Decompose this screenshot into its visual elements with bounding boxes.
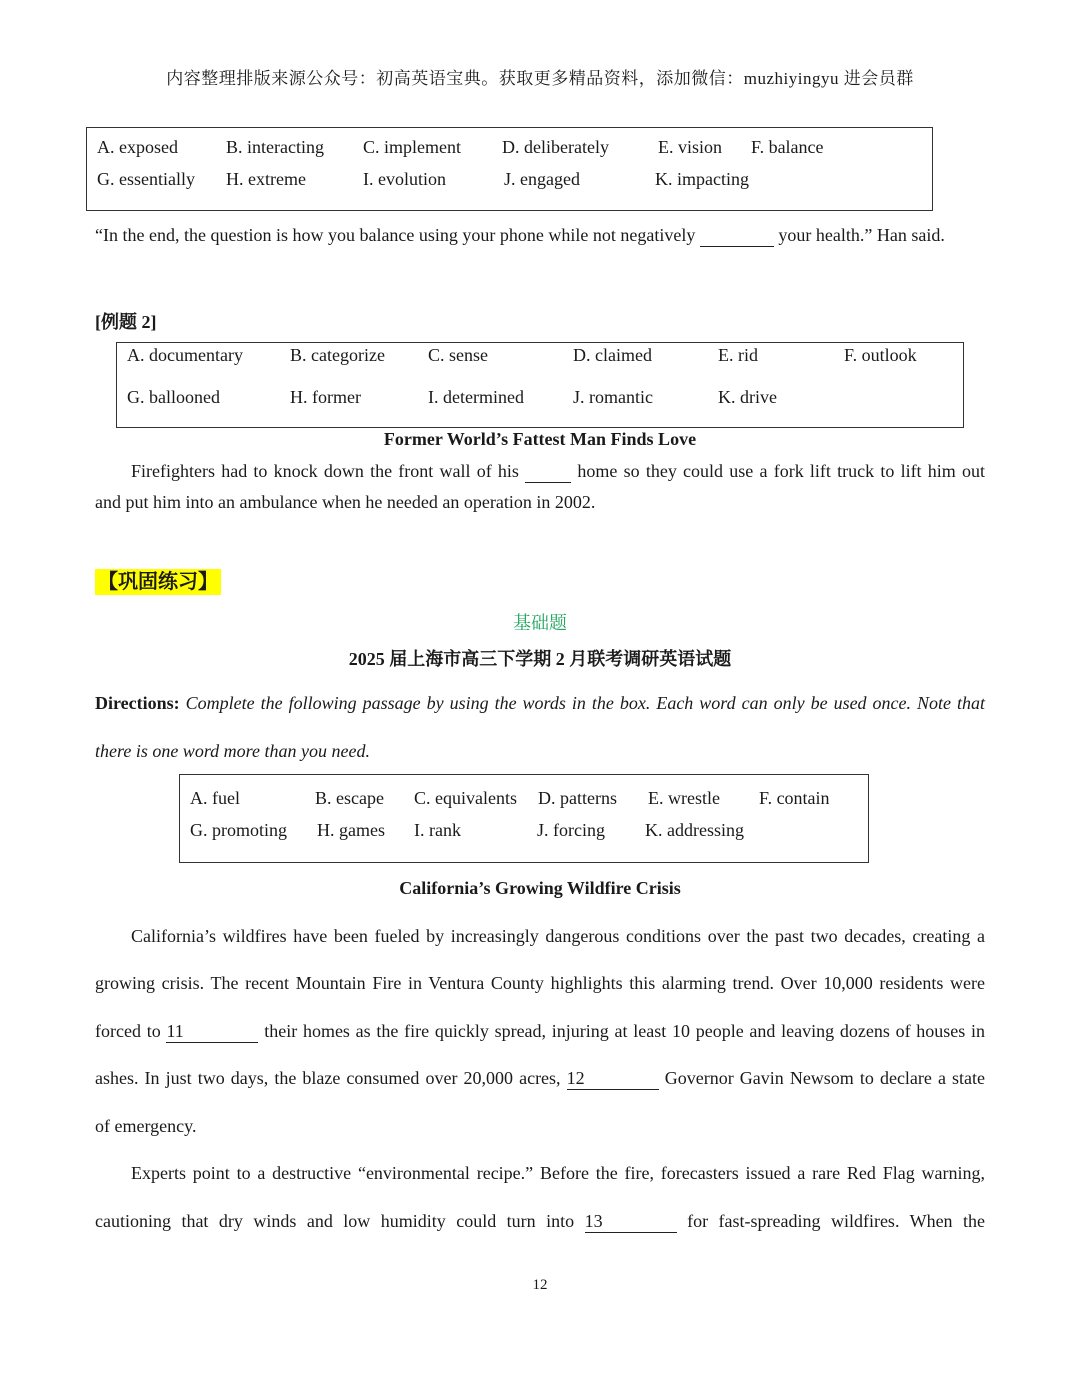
section-tag xyxy=(95,565,221,594)
word-option: E. wrestle xyxy=(648,788,720,808)
directions-line: there is one word more than you need. xyxy=(95,741,370,761)
text-segment: Firefighters had to knock down the front wall of his xyxy=(131,461,519,481)
answer-blank[interactable] xyxy=(700,225,774,247)
word-option: G. promoting xyxy=(190,820,287,840)
quote-after: your health.” Han said. xyxy=(778,225,945,245)
passage-title: California’s Growing Wildfire Crisis xyxy=(399,878,681,898)
word-box-2 xyxy=(116,342,964,428)
word-option: A. documentary xyxy=(127,345,243,365)
page-number: 12 xyxy=(532,1277,548,1293)
text-segment: Governor Gavin Newsom to declare a state xyxy=(664,1068,986,1088)
word-option: I. determined xyxy=(428,387,524,407)
exam-title: 2025 届上海市高三下学期 2 月联考调研英语试题 xyxy=(348,649,732,669)
word-option: K. addressing xyxy=(645,820,744,840)
word-option: F. balance xyxy=(751,137,824,157)
text-segment: ashes. In just two days, the blaze consumed over 20,000 acres, xyxy=(95,1068,561,1088)
section-tag-label: 【巩固练习】 xyxy=(95,569,221,595)
text-segment: for fast-spreading wildfires. When the xyxy=(687,1211,986,1231)
word-option: A. exposed xyxy=(97,137,178,157)
word-option: C. equivalents xyxy=(414,788,517,808)
word-option: C. implement xyxy=(363,137,461,157)
word-option: D. deliberately xyxy=(502,137,609,157)
word-option: D. patterns xyxy=(538,788,617,808)
text-segment: their homes as the fire quickly spread, injuring at least 10 people and leaving dozens of houses in xyxy=(264,1021,986,1041)
header-note: 内容整理排版来源公众号：初高英语宝典。获取更多精品资料，添加微信：muzhiyingyu 进会员群 xyxy=(166,69,914,88)
word-option: E. rid xyxy=(718,345,758,365)
word-option: J. romantic xyxy=(573,387,653,407)
word-option: H. extreme xyxy=(226,169,306,189)
word-option: H. former xyxy=(290,387,361,407)
text-segment: forced to xyxy=(95,1021,161,1041)
example-para-line xyxy=(131,461,985,483)
word-option: K. drive xyxy=(718,387,777,407)
text-segment: home so they could use a fork lift truck to lift him out xyxy=(577,461,986,481)
word-box-1 xyxy=(86,127,933,211)
word-box-3 xyxy=(179,774,869,863)
directions-text: Complete the following passage by using the words in the box. Each word can only be used once. Note that xyxy=(185,693,985,713)
word-option: A. fuel xyxy=(190,788,240,808)
word-option: F. outlook xyxy=(844,345,917,365)
word-option: K. impacting xyxy=(655,169,749,189)
answer-blank-12[interactable]: 12 xyxy=(567,1068,659,1090)
word-option: B. escape xyxy=(315,788,384,808)
answer-blank-13[interactable]: 13 xyxy=(585,1211,677,1233)
passage-line xyxy=(95,1068,985,1090)
example-title: Former World’s Fattest Man Finds Love xyxy=(383,429,697,449)
word-option: F. contain xyxy=(759,788,830,808)
word-option: H. games xyxy=(317,820,385,840)
passage-line: Experts point to a destructive “environmental recipe.” Before the fire, forecasters issued a rare Red Flag warning, xyxy=(131,1163,985,1183)
quote-before: “In the end, the question is how you balance using your phone while not negatively xyxy=(95,225,696,245)
word-option: J. forcing xyxy=(537,820,605,840)
word-option: J. engaged xyxy=(504,169,580,189)
passage-line xyxy=(95,1211,985,1233)
word-option: I. evolution xyxy=(363,169,446,189)
passage-line: of emergency. xyxy=(95,1116,197,1136)
passage-line xyxy=(95,1021,985,1043)
word-option: G. essentially xyxy=(97,169,195,189)
answer-blank[interactable] xyxy=(525,461,571,483)
word-option: B. interacting xyxy=(226,137,324,157)
word-option: G. ballooned xyxy=(127,387,220,407)
passage-line: California’s wildfires have been fueled by increasingly dangerous conditions over the past two decades, creating a xyxy=(131,926,985,946)
word-option: B. categorize xyxy=(290,345,385,365)
answer-blank-11[interactable]: 11 xyxy=(166,1021,258,1043)
directions-label: Directions: xyxy=(95,693,180,713)
quote-line xyxy=(95,225,945,247)
example-para-line: and put him into an ambulance when he needed an operation in 2002. xyxy=(95,492,596,512)
passage-line: growing crisis. The recent Mountain Fire in Ventura County highlights this alarming trend. Over 10,000 residents were xyxy=(95,973,985,993)
word-option: E. vision xyxy=(658,137,723,157)
word-option: D. claimed xyxy=(573,345,652,365)
text-segment: cautioning that dry winds and low humidity could turn into xyxy=(95,1211,575,1231)
directions-line xyxy=(95,693,985,714)
level-label: 基础题 xyxy=(513,613,567,633)
word-option: I. rank xyxy=(414,820,461,840)
word-option: C. sense xyxy=(428,345,488,365)
example-label: [例题 2] xyxy=(95,312,157,332)
